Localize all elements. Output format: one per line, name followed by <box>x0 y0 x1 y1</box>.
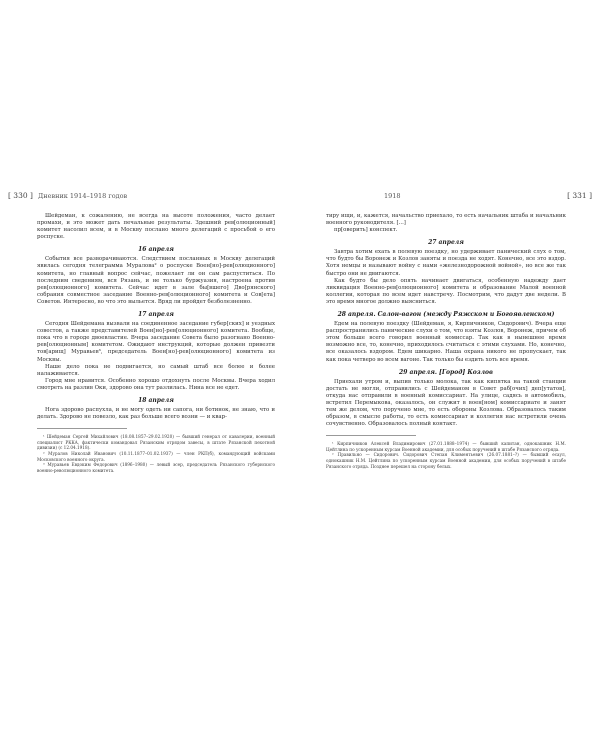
footnote: ² Муралов Николай Иванович (10.11.1877–01.02.1937) — член РКП(б), командующий войсками Московского военного округа. <box>37 450 275 462</box>
left-running-title: Дневник 1914–1918 годов <box>38 192 128 200</box>
left-page-header <box>8 191 288 203</box>
paragraph: Едем на полевую поездку (Шейдеман, я, Кирпичников, Сидорович). Вчера еще распространились панические слухи о том, что взяты Козлов, Воронеж, причем об этом больше всего говорил военный комиссар. Так как в нынешнее время возможно все, то, конечно, приходилось считаться с этими слухами. Но, конечно, все оказалось вздором. Едем шикарно. Наша охрана никого не пропускает, так как пока четверо во всем вагоне. Так только бы ездить хоть все время. <box>326 321 566 363</box>
right-page-header <box>310 191 592 203</box>
diary-date-heading: 27 апреля <box>428 239 464 247</box>
footnote: ² Правильно — Сидорович. Сидорович Степан Климентьевич (26.07.1881–?) — бывший есаул, однокашник Н.М. Цейтлина по ускоренным курсам Военной академии, для особых поручений в штабе Рязанского отряда. Позднее перешел на сторону белых. <box>326 452 566 469</box>
left-page-number: [ 330 ] <box>8 191 33 200</box>
paragraph: Как будто бы дело опять начинает двигаться, особенную надежду дает ликвидация Военно-рев[олюционного] комитета и образование Малой военной коллегии, которая по всем идет навстречу. Посмотрим, что дадут две недели. В это время многое должно выясниться. <box>326 277 566 305</box>
diary-date-heading: 16 апреля <box>138 246 174 254</box>
footnote: ¹ Шейдеман Сергей Михайлович (18.08.1857–29.02.1920) — бывший генерал от кавалерии, военный специалист РККА, фактически командовал Рязанским отрядом завесы, в штате Рязанской пехотной дивизии) (с 12.04.1918). <box>37 434 275 451</box>
paragraph: тиру ищи, и, кажется, начальство приехало, то есть начальник штаба и начальник военного руководителя. [...] <box>326 213 566 227</box>
diary-date-heading: 28 апреля. Салон-вагон (между Ряжском и Богоявленском) <box>337 311 555 319</box>
paragraph: Сегодня Шейдемана вызвали на соединенное заседание губер[ских] и уездных совестов, а также представителей Воен[но]-рев[олюционного] комитета. Вообще, пока что в городе двоевластие. Вчера заседание Совета было разогнано Военно-рев[олюционным] комитетом. Ожидают инструкций, которые должен привезти тов[арищ] Муравьев³, председатель Воен[но]-рев[олюционного] комитета из Москвы. <box>37 321 275 363</box>
diary-date-heading: 18 апреля <box>138 396 174 404</box>
paragraph: Город мне нравится. Особенно хорошо отдохнуть после Москвы. Вчера ходил смотреть на разлив Оки, здорово она тут разлилась. Нина все не едет. <box>37 377 275 391</box>
paragraph: пр[оверить] конспект. <box>334 227 398 234</box>
diary-date-heading: 29 апреля. [Город] Козлов <box>399 368 493 376</box>
right-footnotes <box>326 441 566 469</box>
paragraph: События все разворачиваются. Следствием посланных в Москву делегаций явилась сегодня телеграмма Муралова² о роспуске Воен[но]-рев[олюционного] комитета, но главный вопрос сейчас, пожелает ли он сам распуститься. По последним сведениям, вся Рязань, и не только буржуазия, настроена против рев[олюционного] комитета. Сейчас идет в зале бы[вшего] Дво[рянского] собрания совместное заседание Военно-рев[олюционного] комитета и Сов[ета] Советов. Интересно, во что это выльется. Вряд ли пройдет безболезненно. <box>37 256 275 305</box>
footnote-rule <box>326 435 416 439</box>
footnote-rule <box>37 428 127 432</box>
left-page-body <box>37 213 275 473</box>
paragraph: Нога здорово распухла, и не могу одеть ни сапога, ни ботинок, не знаю, что и делать. Здорово не повезло, как раз больше всего возни — и квар- <box>37 406 275 421</box>
paragraph: Наше дело пока не подвигается, но самый штаб все более и более налаживается. <box>37 363 275 377</box>
footnote: ¹ Кирпичников Алексей Владимирович (27.01.1888–1974) — бывший капитан, однокашник Н.М. Цейтлина по ускоренным курсам Военной академии, для особых поручений в штабе Рязанского отряда. <box>326 441 566 452</box>
diary-date-heading: 17 апреля <box>138 311 174 319</box>
paragraph: Шейдеман, к сожалению, не всегда на высоте положения, часто делает промахи, и это может дать печальные результаты. Здешний рев[олюционный] комитет насолил всем, и в Москву послано много делегаций с просьбой о его роспуске. <box>37 213 275 241</box>
footnote: ³ Муравьев Евдоким Федорович (1896–1980) — левый эсер, председатель Рязанского губернского военно-революционного комитета. <box>37 462 275 473</box>
right-running-title: 1918 <box>384 192 401 200</box>
right-page-body <box>326 213 566 469</box>
right-page-number: [ 331 ] <box>567 191 592 200</box>
paragraph: Завтра хотим ехать в полевую поездку, но удерживает панический слух о том, что будто бы Воронеж и Козлов заняты и поезда не ходят. Конечно, все это вздор. Хотя немцы и называют войну с нами «железнодорожной войной», но все же так быстро они не двигаются. <box>326 249 566 277</box>
left-footnotes <box>37 434 275 473</box>
paragraph: Приехали утром и, выпив только молока, так как кипятка на такой станции достать не могли, отправились с Шейдеманом в Совет раб[очих] деп[утатов], откуда нас отправили в военный комиссариат. На улице, садясь в автомобиль, встретил Перемыкова, оказалось, он служит в воен[ном] комиссариате и занят тем же делом, что поручено мне, то есть обороны Козлова. Образовалось таким образом, в смысле работы, то есть комиссариат и коллегия нас встретили очень сочувственно. Образовалось полный контакт. <box>326 378 566 428</box>
